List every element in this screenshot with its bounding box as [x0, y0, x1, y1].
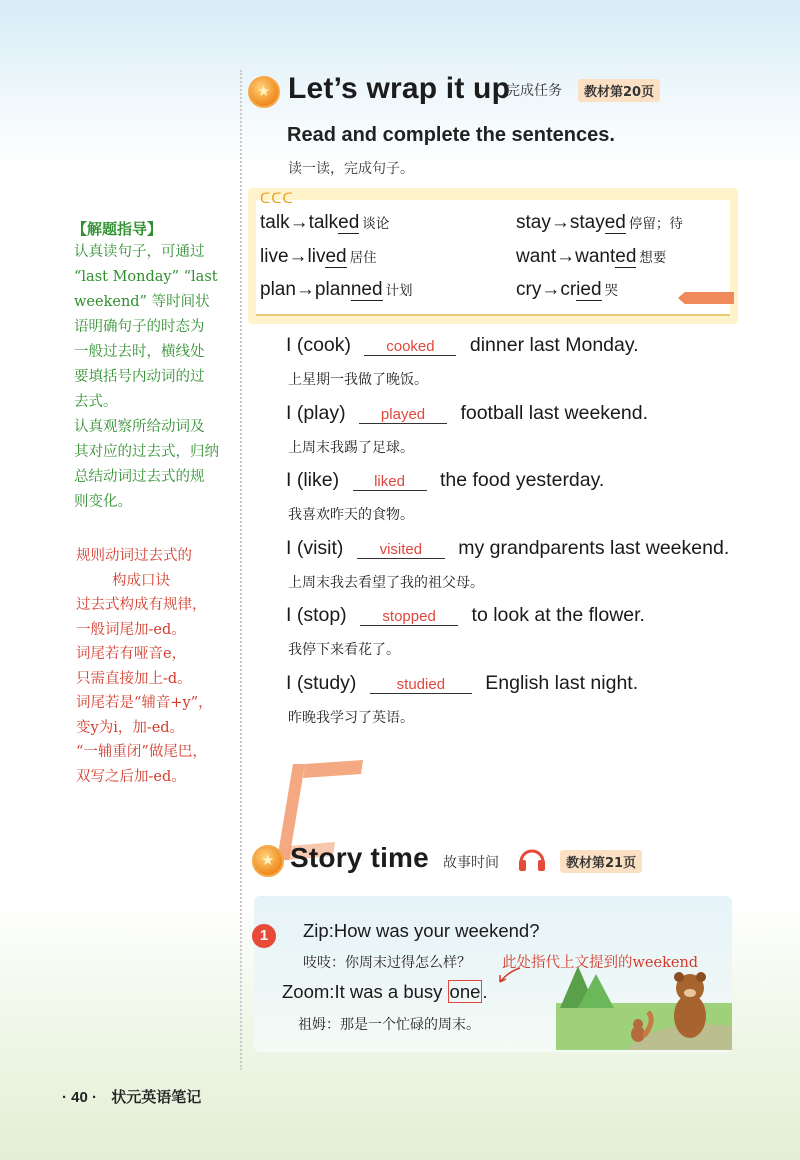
rule-line: 变y为i，加-ed。	[76, 719, 185, 736]
answer-blank[interactable]: liked	[353, 473, 427, 491]
word-entry	[516, 246, 666, 268]
instruction-cn: 读一读，完成句子。	[288, 161, 414, 177]
answer-blank[interactable]: played	[359, 406, 447, 424]
answer-blank[interactable]: cooked	[364, 338, 456, 356]
word-base: stay→stay	[516, 212, 605, 233]
speaker-zip: Zip:	[303, 920, 334, 941]
sentence-translation: 我停下来看花了。	[288, 642, 400, 658]
sentence-translation: 上周末我去看望了我的祖父母。	[288, 574, 484, 591]
tips-line: “last Monday” “last	[74, 269, 218, 285]
word-suffix: ed	[325, 246, 347, 267]
tips-line: 要填括号内动词的过	[74, 369, 205, 385]
word-suffix: ed	[615, 246, 637, 267]
rule-line: 过去式构成有规律，	[76, 597, 207, 613]
section-subtitle: 完成任务	[506, 83, 562, 99]
word-meaning: 想要	[639, 250, 667, 266]
story-subtitle: 故事时间	[443, 855, 499, 871]
word-meaning: 计划	[385, 283, 413, 299]
sentence-translation: 昨晚我学习了英语。	[288, 709, 414, 726]
section-title: Let’s wrap it up	[288, 72, 511, 105]
sentence-translation: 上周末我踢了足球。	[288, 439, 414, 456]
tips-heading: 【解题指导】	[72, 220, 163, 238]
sentence-prefix: I (like)	[286, 469, 340, 491]
tips-line: 语明确句子的时态为	[74, 319, 205, 335]
word-entry	[516, 279, 618, 301]
sentence-row	[286, 469, 604, 492]
word-meaning: 停留；待	[628, 216, 683, 232]
tips-line: 总结动词过去式的规	[74, 469, 205, 485]
word-base: want→want	[516, 246, 616, 267]
sentence-prefix: I (stop)	[286, 604, 347, 626]
line1-text: How was your weekend?	[333, 920, 540, 941]
word-base: talk→talk	[260, 212, 339, 233]
book-title: 状元英语笔记	[111, 1089, 202, 1106]
annotation-note: 此处指代上文提到的weekend	[502, 955, 699, 971]
column-divider	[240, 70, 242, 1070]
tips-body	[74, 240, 234, 515]
sentence-suffix: to look at the flower.	[471, 604, 645, 626]
rule-rhyme	[76, 544, 236, 789]
word-entry	[260, 279, 413, 301]
sentence-prefix: I (visit)	[286, 536, 344, 559]
sentence-prefix: I (play)	[286, 401, 346, 424]
dialog-line-2-cn: 祖姆：那是一个忙碌的周末。	[298, 1017, 480, 1033]
section-star-icon	[252, 845, 284, 877]
sentence-row	[286, 672, 638, 695]
word-suffix: ed	[338, 212, 360, 233]
rule-line: 只需直接加上-d。	[76, 670, 192, 687]
tips-line: 去式。	[74, 394, 118, 410]
rule-line: 词尾若是“辅音+y”，	[76, 695, 213, 711]
tips-line: 其对应的过去式，归纳	[74, 444, 219, 460]
speaker-zoom: Zoom:	[282, 981, 335, 1002]
page-footer	[62, 1086, 201, 1107]
rule-line: 一般词尾加-ed。	[76, 621, 186, 638]
rule-title-line1: 规则动词过去式的	[76, 548, 192, 564]
word-base: live→liv	[260, 246, 326, 267]
tips-line: weekend” 等时间状	[74, 294, 210, 310]
word-base: plan→plan	[260, 279, 351, 300]
word-entry	[260, 212, 389, 234]
line2-text-a: It was a busy	[334, 981, 448, 1002]
sentence-translation: 上星期一我做了晚饭。	[288, 372, 428, 388]
line2-text-b: .	[482, 981, 488, 1002]
word-entry	[516, 212, 683, 234]
rule-line: 词尾若有哑音e，	[76, 646, 187, 662]
paper-clip-icon: ᑕᑕᑕ	[260, 191, 294, 207]
tips-line: 认真观察所给动词及	[74, 419, 205, 435]
sentence-suffix: the food yesterday.	[439, 469, 605, 491]
instruction: Read and complete the sentences.	[287, 124, 615, 146]
word-meaning: 谈论	[362, 216, 390, 232]
tips-line: 则变化。	[74, 494, 132, 510]
tips-line: 认真读句子，可通过	[74, 244, 205, 260]
rule-title-line2: 构成口诀	[112, 572, 170, 589]
rule-line: 双写之后加-ed。	[76, 768, 186, 785]
word-suffix: ed	[604, 212, 626, 233]
sentence-suffix: my grandparents last weekend.	[458, 536, 730, 559]
sentence-suffix: English last night.	[485, 671, 639, 694]
sentence-row	[286, 402, 648, 425]
answer-blank[interactable]: studied	[370, 676, 472, 694]
sentence-row	[286, 334, 639, 357]
dialog-line-1-cn: 吱吱：你周末过得怎么样？	[303, 955, 471, 971]
sentence-row	[286, 537, 729, 560]
corner-tag	[678, 292, 734, 304]
dialog-number: 1	[252, 924, 276, 948]
headphones-icon[interactable]	[516, 842, 548, 874]
word-suffix: ned	[350, 279, 383, 300]
rule-line: “一辅重闭”做尾巴，	[76, 744, 207, 760]
answer-blank[interactable]: stopped	[360, 608, 458, 626]
word-meaning: 居住	[349, 250, 377, 266]
word-base: cry→cr	[516, 279, 577, 300]
sentence-prefix: I (study)	[286, 671, 357, 694]
word-meaning: 哭	[604, 283, 619, 299]
tips-line: 一般过去时，横线处	[74, 344, 205, 360]
sentence-prefix: I (cook)	[286, 334, 352, 356]
sentence-suffix: football last weekend.	[460, 401, 648, 424]
page-number: · 40 ·	[62, 1089, 98, 1106]
textbook-page-badge: 教材第21页	[560, 850, 642, 873]
sentence-suffix: dinner last Monday.	[469, 334, 639, 356]
boxed-word: one	[449, 981, 481, 1002]
section-star-icon	[248, 76, 280, 108]
answer-blank[interactable]: visited	[357, 541, 445, 559]
sentence-row	[286, 604, 645, 627]
annotation-arrow	[494, 966, 524, 986]
word-entry	[260, 246, 377, 268]
dialog-line-2	[282, 981, 488, 1003]
word-suffix: ied	[576, 279, 602, 300]
story-title: Story time	[290, 842, 429, 873]
sentence-translation: 我喜欢昨天的食物。	[288, 507, 414, 523]
textbook-page-badge: 教材第20页	[578, 79, 660, 102]
dialog-line-1	[303, 920, 540, 942]
